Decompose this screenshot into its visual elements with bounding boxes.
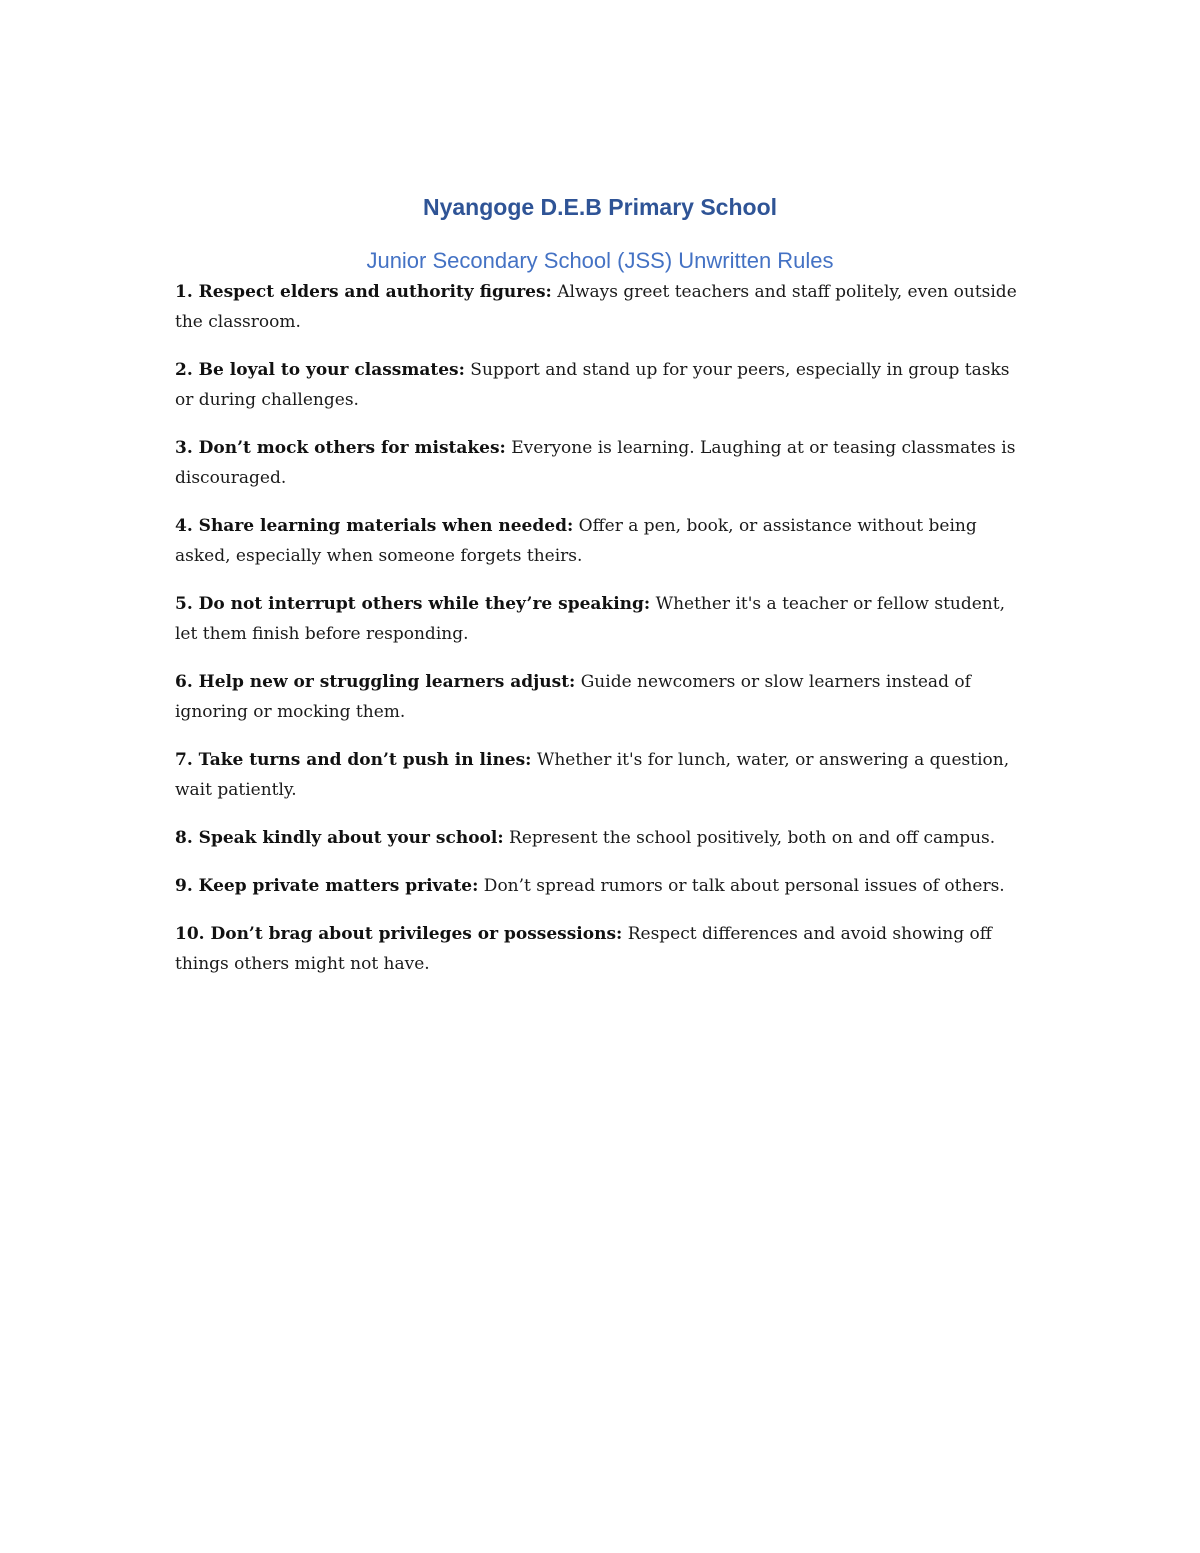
- document-content: [175, 190, 1025, 997]
- rule-heading: 9. Keep private matters private:: [175, 876, 479, 896]
- document-subtitle: Junior Secondary School (JSS) Unwritten Rules: [366, 248, 834, 273]
- rule-item: [175, 511, 1025, 571]
- rule-item: [175, 823, 1025, 853]
- rule-item: [175, 667, 1025, 727]
- rule-heading: 7. Take turns and don’t push in lines:: [175, 750, 532, 770]
- rule-text: Everyone is learning. Laughing at or teasing classmates is discouraged.: [175, 438, 1016, 488]
- rule-heading: 5. Do not interrupt others while they’re speaking:: [175, 594, 651, 614]
- rule-item: [175, 277, 1025, 337]
- rule-item: [175, 919, 1025, 979]
- rule-heading: 6. Help new or struggling learners adjust:: [175, 672, 576, 692]
- rule-text: Respect differences and avoid showing off things others might not have.: [175, 924, 992, 974]
- rule-heading: 1. Respect elders and authority figures:: [175, 282, 552, 302]
- rules-list: [175, 277, 1025, 979]
- rule-text: Don’t spread rumors or talk about personal issues of others.: [478, 876, 1005, 896]
- rule-text: Offer a pen, book, or assistance without being asked, especially when someone forgets theirs.: [175, 516, 977, 566]
- rule-heading: 8. Speak kindly about your school:: [175, 828, 504, 848]
- rule-text: Whether it's for lunch, water, or answering a question, wait patiently.: [175, 750, 1010, 800]
- rule-heading: 3. Don’t mock others for mistakes:: [175, 438, 506, 458]
- rule-heading: 2. Be loyal to your classmates:: [175, 360, 465, 380]
- rule-text: Represent the school positively, both on and off campus.: [503, 828, 996, 848]
- rule-item: [175, 355, 1025, 415]
- rule-item: [175, 589, 1025, 649]
- rule-text: Guide newcomers or slow learners instead of ignoring or mocking them.: [175, 672, 971, 722]
- rule-item: [175, 871, 1025, 901]
- rule-text: Support and stand up for your peers, especially in group tasks or during challenges.: [175, 360, 1010, 410]
- rule-text: Always greet teachers and staff politely, even outside the classroom.: [175, 282, 1017, 332]
- rule-text: Whether it's a teacher or fellow student, let them finish before responding.: [175, 594, 1005, 644]
- rule-heading: 4. Share learning materials when needed:: [175, 516, 574, 536]
- rule-item: [175, 433, 1025, 493]
- document-title: Nyangoge D.E.B Primary School: [422, 194, 778, 220]
- rule-heading: 10. Don’t brag about privileges or possessions:: [175, 924, 623, 944]
- rule-item: [175, 745, 1025, 805]
